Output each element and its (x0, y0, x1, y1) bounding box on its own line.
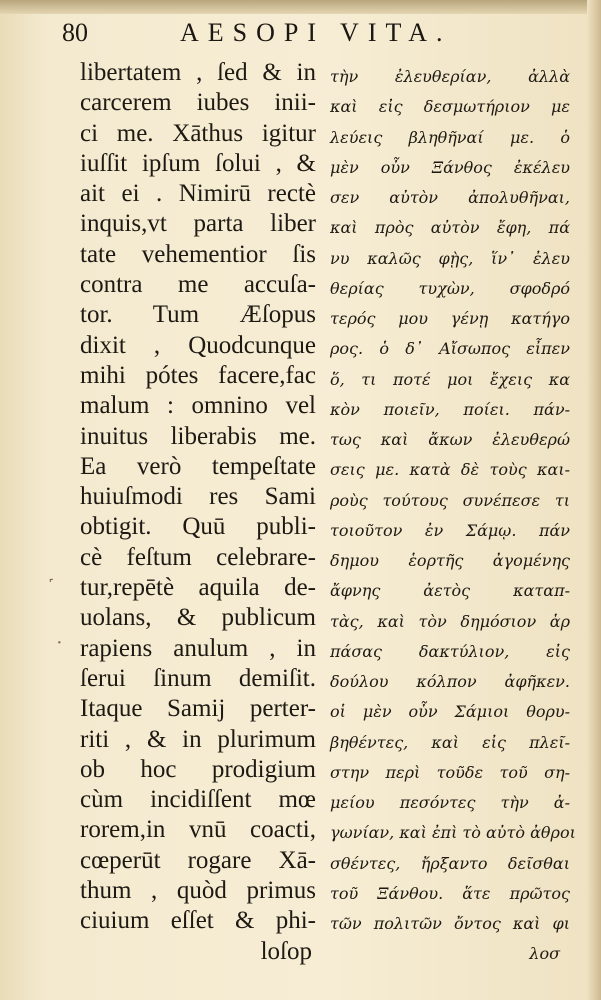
greek-line: λοσ (529, 944, 560, 964)
latin-line: uolans, & publicum (80, 604, 316, 632)
greek-line: ρος. ὁ δ᾿ Αἴσωπος εἶπεν (330, 339, 570, 359)
latin-line: ait ei . Nimirū rectè (80, 180, 316, 208)
latin-line: malum : omnino vel (80, 392, 316, 420)
page-top-edge (0, 0, 601, 14)
margin-pen-mark: ˹ (48, 575, 55, 597)
greek-line: δούλου κόλπον ἀφῆκεν. (330, 672, 570, 691)
latin-line: huiuſmodi res Sami (80, 483, 316, 511)
latin-line: mihi pótes facere,fac (80, 361, 316, 389)
latin-line: carcerem iubes inii- (80, 89, 316, 117)
latin-line: riti , & in plurimum (80, 725, 316, 753)
latin-line: inuitus liberabis me. (80, 422, 316, 450)
margin-pen-mark: · (56, 632, 63, 654)
greek-line: τερός μου γένῃ κατήγο (330, 309, 570, 328)
latin-line: tur,repētè aquila de- (80, 574, 316, 602)
greek-line: νυ καλῶς φῂς, ἵν᾿ ἐλευ (330, 248, 570, 268)
latin-line: cè feſtum celebrare- (80, 543, 316, 571)
latin-line: rapiens anulum , in (80, 634, 316, 662)
latin-line: rorem,in vnū coacti, (80, 816, 316, 844)
greek-line: βηθέντες, καὶ εἰς πλεῖ- (330, 732, 570, 752)
latin-line: ob hoc prodigium (80, 755, 316, 783)
greek-line: γωνίαν, καὶ ἐπὶ τὸ αὐτὸ ἀθροι (330, 823, 576, 843)
latin-line: dixit , Quodcunque (80, 331, 316, 359)
latin-line: ci me. Xāthus igitur (80, 119, 316, 147)
latin-line: ciuium eſſet & phi- (80, 907, 316, 935)
latin-line: loſop (260, 937, 312, 965)
greek-line: ὅ, τι ποτέ μοι ἔχεις κα (330, 369, 570, 389)
greek-line: καὶ εἰς δεσμωτήριον με (330, 97, 570, 117)
latin-line: inquis,vt parta liber (80, 210, 316, 238)
greek-line: τὰς, καὶ τὸν δημόσιον ἁρ (330, 611, 570, 631)
greek-line: σεις με. κατὰ δὲ τοὺς και- (330, 460, 570, 480)
greek-line: τοιοῦτον ἐν Σάμῳ. πάν (330, 520, 570, 540)
greek-line: στην περὶ τοῦδε τοῦ ση- (330, 762, 570, 782)
greek-line: τως καὶ ἄκων ἐλευθερώ (330, 430, 570, 449)
greek-line: δημου ἑορτῆς ἀγομένης (330, 551, 570, 570)
greek-line: ροὺς τούτους συνέπεσε τι (330, 490, 570, 510)
greek-line: τοῦ Ξάνθου. ἅτε πρῶτος (330, 883, 570, 903)
greek-line: τὴν ἐλευθερίαν, ἀλλὰ (330, 67, 570, 86)
latin-line: contra me accuſa- (80, 271, 316, 299)
running-head: AESOPI VITA. (180, 18, 452, 47)
latin-line: Ea verò tempeſtate (80, 452, 316, 480)
page-number: 80 (62, 18, 88, 47)
page-header (62, 18, 562, 58)
greek-line: σεν αὐτὸν ἀπολυθῆναι, (330, 188, 570, 207)
latin-line: Itaque Samij perter- (80, 695, 316, 723)
latin-line: cœperūt rogare Xā- (80, 846, 316, 874)
latin-line: libertatem , ſed & in (80, 59, 316, 86)
greek-line: θερίας τυχὼν, σφοδρό (330, 278, 570, 298)
greek-line: σθέντες, ἤρξαντο δεῖσθαι (330, 853, 570, 873)
latin-column (80, 58, 316, 967)
greek-line: τῶν πολιτῶν ὄντος καὶ φι (330, 914, 570, 933)
page-right-edge (587, 0, 601, 1000)
latin-line: tor. Tum Æſopus (80, 301, 316, 329)
greek-line: ἄφνης ἀετὸς καταπ- (330, 581, 570, 601)
latin-line: ſerui ſinum demiſit. (80, 664, 316, 692)
latin-line: thum , quòd primus (80, 877, 316, 905)
greek-line: καὶ πρὸς αὐτὸν ἔφη, πά (330, 218, 570, 238)
greek-line: μείου πεσόντες τὴν ἀ- (330, 793, 570, 812)
greek-line: πάσας δακτύλιον, εἰς (330, 641, 570, 661)
latin-line: obtigit. Quū publi- (80, 513, 316, 541)
greek-line: οἱ μὲν οὖν Σάμιοι θορυ- (330, 702, 570, 722)
greek-line: μὲν οὖν Ξάνθος ἐκέλευ (330, 157, 570, 177)
greek-column (330, 62, 576, 970)
greek-line: κὸν ποιεῖν, ποίει. πάν- (330, 399, 570, 419)
latin-line: cùm incidiſſent mœ (80, 786, 316, 814)
latin-line: iuſſit ipſum ſolui , & (80, 149, 316, 177)
latin-line: tate vehementior ſis (80, 240, 316, 268)
greek-line: λεύεις βληθῆναί με. ὁ (330, 127, 570, 147)
